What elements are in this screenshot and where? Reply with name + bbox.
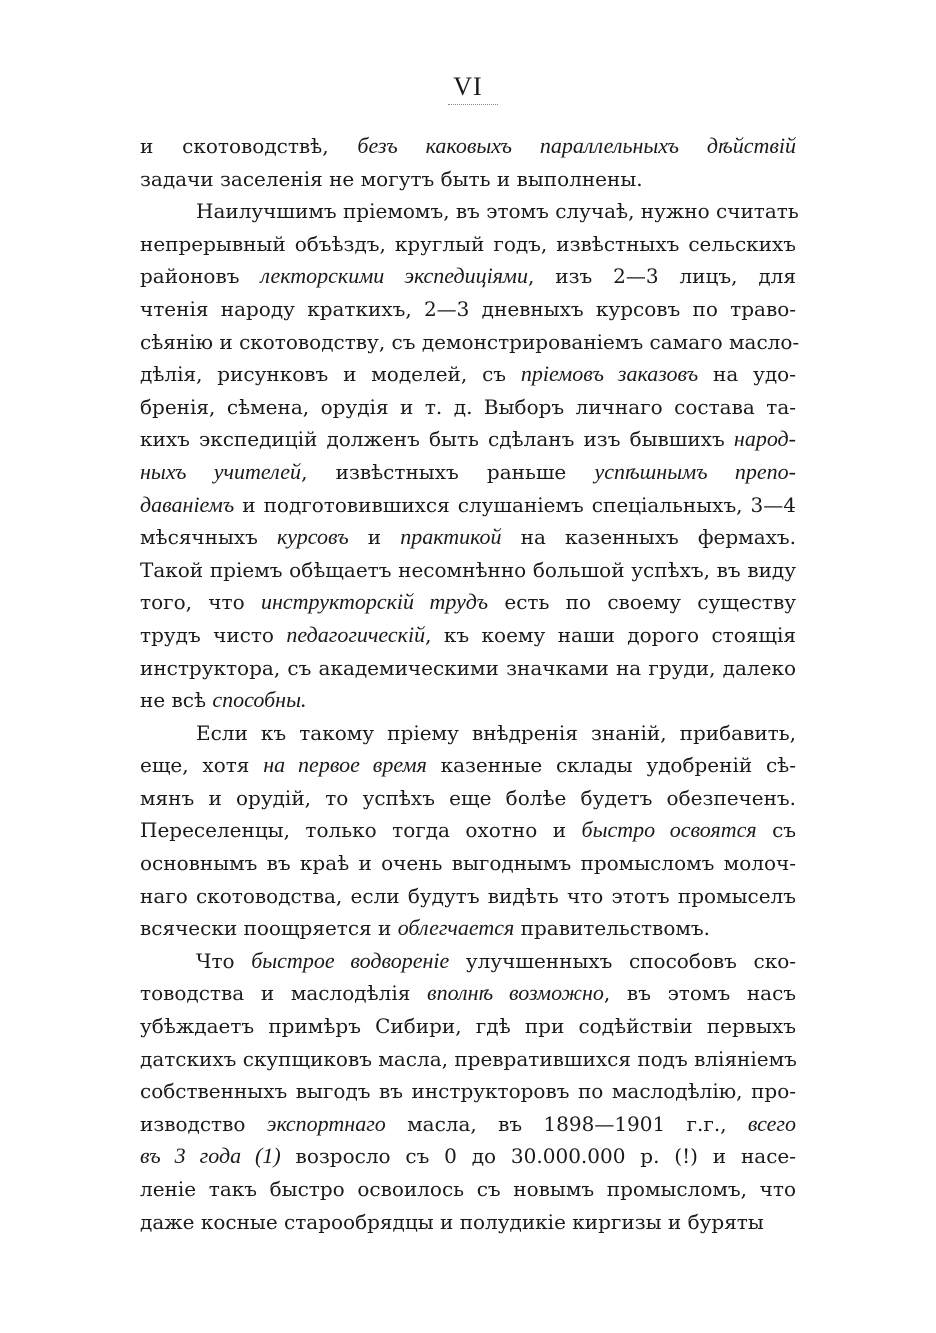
- italic-phrase: облегчается: [397, 915, 515, 941]
- text-line: [140, 260, 796, 293]
- text-line: [140, 1140, 796, 1173]
- text-run: масла, въ 1898—1901 г.г.,: [385, 1111, 748, 1136]
- paragraph: [140, 195, 800, 717]
- page-number-underline: [448, 104, 498, 105]
- text-line: [140, 782, 796, 815]
- text-line: [140, 717, 796, 750]
- text-line: [140, 293, 796, 326]
- text-line: [140, 586, 796, 619]
- text-line: [140, 1206, 796, 1239]
- text-run: мѣсячныхъ: [140, 525, 278, 550]
- text-line: [140, 684, 796, 717]
- text-run: того, что: [140, 590, 261, 615]
- italic-phrase: успѣшнымъ препо-: [594, 458, 796, 484]
- text-run: даже косные старообрядцы и полудикіе киргизы и буряты: [140, 1209, 764, 1234]
- text-run: всячески поощряется и: [140, 916, 398, 941]
- text-run: Наилучшимъ пріемомъ, въ этомъ случаѣ, нужно считать: [196, 199, 799, 224]
- italic-phrase: всего: [747, 1110, 797, 1136]
- italic-phrase: даваніемъ: [140, 491, 235, 517]
- text-run: еще, хотя: [140, 753, 264, 778]
- text-line: [140, 1043, 796, 1076]
- body-text: [140, 130, 800, 1238]
- text-run: не всѣ: [140, 688, 213, 713]
- text-line: [140, 130, 796, 163]
- text-run: леніе такъ быстро освоилось съ новымъ промысломъ, что: [140, 1177, 796, 1201]
- italic-phrase: быстрое водвореніе: [251, 947, 450, 973]
- italic-phrase: быстро освоятся: [581, 817, 757, 843]
- italic-phrase: ныхъ учителей: [140, 458, 302, 484]
- text-line: [140, 423, 796, 456]
- text-line: [140, 521, 796, 554]
- text-run: датскихъ скупщиковъ масла, превратившихся подъ вліяніемъ: [140, 1046, 797, 1071]
- text-run: наго скотоводства, если будутъ видѣть что этотъ промыселъ: [140, 883, 796, 908]
- text-run: собственныхъ выгодъ въ инструкторовъ по маслодѣлію, про-: [140, 1079, 796, 1104]
- text-line: [140, 1075, 796, 1108]
- text-run: , къ коему наши дорого стоящія: [425, 622, 797, 647]
- text-run: трудъ чисто: [140, 622, 287, 647]
- italic-phrase: способны.: [212, 687, 307, 713]
- text-run: убѣждаетъ примѣръ Сибири, гдѣ при содѣйствіи первыхъ: [140, 1014, 796, 1039]
- italic-phrase: на первое время: [263, 752, 427, 778]
- text-run: дѣлія, рисунковъ и моделей, съ: [140, 362, 521, 387]
- italic-phrase: безъ каковыхъ параллельныхъ дѣйствій: [357, 133, 797, 158]
- text-run: непрерывный объѣздъ, круглый годъ, извѣстныхъ сельскихъ: [140, 231, 796, 256]
- text-run: на удо-: [698, 362, 796, 387]
- text-line: [140, 456, 796, 489]
- text-run: сѣянію и скотоводству, съ демонстрированіемъ самаго масло-: [140, 329, 800, 354]
- text-line: [140, 814, 796, 847]
- text-run: , изъ 2—3 лицъ, для: [527, 264, 796, 289]
- paragraph: [140, 717, 796, 945]
- text-line: [140, 847, 796, 880]
- text-line: [140, 945, 796, 978]
- italic-phrase: пріемовъ заказовъ: [520, 361, 699, 387]
- text-run: инструктора, съ академическими значками на груди, далеко: [140, 655, 796, 680]
- text-line: [140, 749, 796, 782]
- text-run: возросло съ 0 до 30.000.000 р. (!) и насе-: [280, 1144, 796, 1169]
- text-run: и: [348, 525, 401, 550]
- text-run: изводство: [140, 1111, 267, 1136]
- text-line: [140, 358, 796, 391]
- text-run: есть по своему существу: [488, 590, 796, 615]
- text-line: [140, 489, 796, 522]
- text-run: правительствомъ.: [514, 916, 710, 941]
- text-run: съ: [756, 818, 796, 843]
- italic-phrase: въ 3 года (1): [140, 1143, 281, 1169]
- paragraph: [140, 130, 796, 195]
- text-run: задачи заселенія не могутъ быть и выполнены.: [140, 166, 643, 191]
- text-line: [140, 652, 796, 685]
- italic-phrase: народ-: [733, 426, 796, 452]
- text-run: , въ этомъ насъ: [603, 981, 797, 1006]
- text-line: [140, 391, 796, 424]
- text-line: [140, 880, 796, 913]
- text-line: [140, 1010, 796, 1043]
- text-run: и подготовившихся слушаніемъ спеціальныхъ, 3—4: [234, 492, 796, 517]
- text-line: [140, 326, 800, 359]
- italic-phrase: курсовъ: [277, 524, 349, 550]
- text-run: районовъ: [140, 264, 261, 289]
- text-run: улучшенныхъ способовъ ско-: [449, 948, 797, 973]
- text-line: [140, 977, 796, 1010]
- italic-phrase: вполнѣ возможно: [427, 980, 604, 1006]
- text-line: [140, 163, 796, 196]
- text-line: [140, 1108, 796, 1141]
- paragraph: [140, 945, 796, 1238]
- text-run: товодства и маслодѣлія: [140, 981, 428, 1006]
- italic-phrase: инструкторскій трудъ: [260, 589, 489, 615]
- text-run: Такой пріемъ обѣщаетъ несомнѣнно большой успѣхъ, въ виду: [140, 557, 796, 582]
- italic-phrase: экспортнаго: [266, 1110, 386, 1136]
- text-run: основнымъ въ краѣ и очень выгоднымъ промысломъ молоч-: [140, 851, 796, 876]
- text-run: мянъ и орудій, то успѣхъ еще болѣе будетъ обезпеченъ.: [140, 785, 796, 810]
- text-run: кихъ экспедицій долженъ быть сдѣланъ изъ бывшихъ: [140, 427, 734, 452]
- page-number: VI: [453, 72, 483, 101]
- text-line: [140, 912, 796, 945]
- italic-phrase: практикой: [400, 524, 502, 550]
- text-line: [140, 554, 796, 587]
- text-run: бренія, сѣмена, орудія и т. д. Выборъ личнаго состава та-: [140, 394, 796, 419]
- text-line: [140, 1173, 796, 1206]
- text-run: Переселенцы, только тогда охотно и: [140, 818, 582, 843]
- text-run: , извѣстныхъ раньше: [301, 459, 595, 484]
- text-run: Если къ такому пріему внѣдренія знаній, прибавить,: [196, 720, 796, 745]
- text-run: казенные склады удобреній сѣ-: [426, 753, 796, 778]
- text-line: [140, 619, 796, 652]
- text-line: [140, 195, 799, 228]
- text-run: Что: [196, 948, 252, 973]
- text-run: на казенныхъ фермахъ.: [501, 525, 796, 550]
- text-run: чтенія народу краткихъ, 2—3 дневныхъ курсовъ по траво-: [140, 296, 796, 321]
- italic-phrase: педагогическій: [286, 621, 426, 647]
- italic-phrase: лекторскими экспедиціями: [260, 263, 528, 289]
- text-line: [140, 228, 796, 261]
- text-run: и скотоводствѣ,: [140, 134, 358, 158]
